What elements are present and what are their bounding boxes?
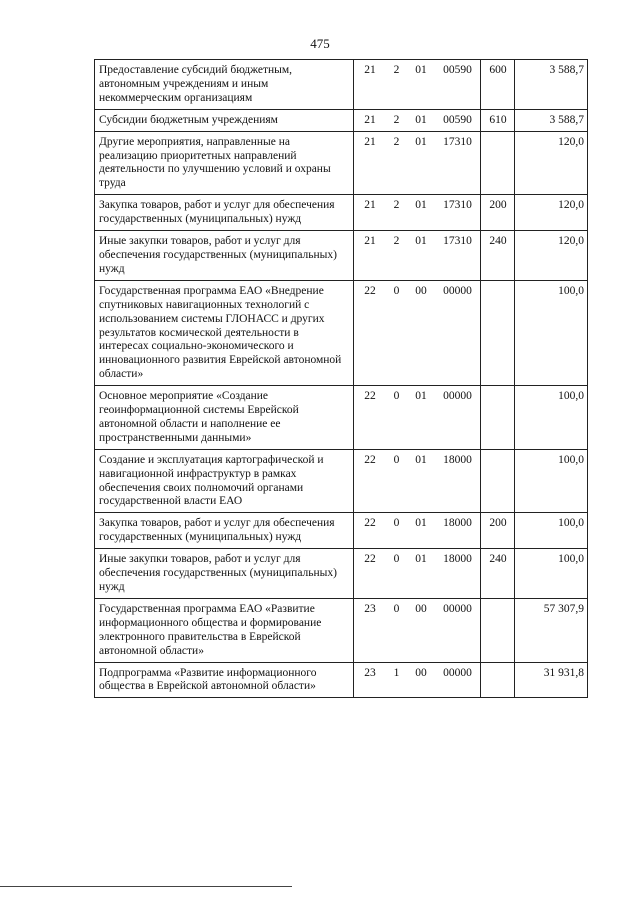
row-amount: 31 931,8	[515, 662, 588, 698]
row-amount: 100,0	[515, 549, 588, 599]
row-code-2: 1	[385, 662, 407, 698]
row-code-2: 0	[385, 598, 407, 662]
row-expense-type: 240	[481, 231, 515, 281]
row-code-3: 01	[407, 449, 434, 513]
row-code-3: 01	[407, 109, 434, 131]
row-code-4: 18000	[434, 549, 481, 599]
row-code-1: 21	[354, 131, 386, 195]
row-expense-type: 610	[481, 109, 515, 131]
row-expense-type	[481, 131, 515, 195]
row-name: Государственная программа ЕАО «Развитие информационного общества и формирование электронного правительства в Еврейской автономной области»	[95, 598, 354, 662]
row-name: Субсидии бюджетным учреждениям	[95, 109, 354, 131]
row-code-2: 0	[385, 386, 407, 450]
row-code-1: 21	[354, 231, 386, 281]
row-code-1: 22	[354, 549, 386, 599]
row-code-2: 2	[385, 131, 407, 195]
row-code-2: 0	[385, 280, 407, 385]
row-code-3: 01	[407, 386, 434, 450]
row-expense-type	[481, 280, 515, 385]
table-row	[95, 513, 588, 549]
table-row	[95, 662, 588, 698]
row-code-1: 22	[354, 513, 386, 549]
row-code-4: 00000	[434, 280, 481, 385]
footer-divider	[0, 886, 292, 887]
row-code-3: 01	[407, 60, 434, 110]
row-code-2: 2	[385, 60, 407, 110]
budget-table-body	[95, 60, 588, 698]
page-number: 475	[310, 36, 330, 51]
table-row	[95, 598, 588, 662]
table-row	[95, 449, 588, 513]
row-code-1: 21	[354, 60, 386, 110]
row-name: Иные закупки товаров, работ и услуг для обеспечения государственных (муниципальных) нужд	[95, 549, 354, 599]
row-code-3: 01	[407, 513, 434, 549]
row-amount: 120,0	[515, 195, 588, 231]
table-row	[95, 131, 588, 195]
row-code-1: 22	[354, 386, 386, 450]
row-code-2: 0	[385, 513, 407, 549]
row-code-4: 17310	[434, 131, 481, 195]
row-code-4: 18000	[434, 449, 481, 513]
row-code-1: 22	[354, 280, 386, 385]
row-code-2: 2	[385, 195, 407, 231]
row-code-3: 01	[407, 131, 434, 195]
table-row	[95, 60, 588, 110]
row-code-3: 01	[407, 231, 434, 281]
table-row	[95, 195, 588, 231]
row-name: Закупка товаров, работ и услуг для обеспечения государственных (муниципальных) нужд	[95, 195, 354, 231]
row-expense-type	[481, 598, 515, 662]
row-code-3: 01	[407, 549, 434, 599]
row-code-1: 22	[354, 449, 386, 513]
row-amount: 100,0	[515, 449, 588, 513]
row-expense-type	[481, 386, 515, 450]
row-code-2: 2	[385, 231, 407, 281]
row-code-4: 00000	[434, 386, 481, 450]
row-expense-type	[481, 449, 515, 513]
row-name: Другие мероприятия, направленные на реализацию приоритетных направлений деятельности по улучшению условий и охраны труда	[95, 131, 354, 195]
row-name: Основное мероприятие «Создание геоинформационной системы Еврейской автономной области и наполнение ее пространственными данными»	[95, 386, 354, 450]
row-code-3: 01	[407, 195, 434, 231]
table-row	[95, 386, 588, 450]
row-amount: 3 588,7	[515, 109, 588, 131]
row-name: Закупка товаров, работ и услуг для обеспечения государственных (муниципальных) нужд	[95, 513, 354, 549]
row-name: Подпрограмма «Развитие информационного общества в Еврейской автономной области»	[95, 662, 354, 698]
row-amount: 100,0	[515, 280, 588, 385]
row-expense-type: 240	[481, 549, 515, 599]
row-code-4: 00590	[434, 60, 481, 110]
row-code-3: 00	[407, 662, 434, 698]
row-amount: 57 307,9	[515, 598, 588, 662]
row-expense-type: 200	[481, 513, 515, 549]
row-expense-type: 200	[481, 195, 515, 231]
row-expense-type	[481, 662, 515, 698]
row-code-3: 00	[407, 598, 434, 662]
row-amount: 100,0	[515, 386, 588, 450]
row-code-4: 17310	[434, 195, 481, 231]
row-code-4: 00000	[434, 662, 481, 698]
row-code-4: 00000	[434, 598, 481, 662]
row-amount: 3 588,7	[515, 60, 588, 110]
row-expense-type: 600	[481, 60, 515, 110]
row-code-3: 00	[407, 280, 434, 385]
row-code-1: 23	[354, 662, 386, 698]
row-code-4: 18000	[434, 513, 481, 549]
row-amount: 100,0	[515, 513, 588, 549]
budget-table	[94, 59, 588, 698]
row-code-2: 0	[385, 449, 407, 513]
row-name: Иные закупки товаров, работ и услуг для обеспечения государственных (муниципальных) нужд	[95, 231, 354, 281]
row-code-1: 23	[354, 598, 386, 662]
row-code-1: 21	[354, 109, 386, 131]
table-row	[95, 109, 588, 131]
row-code-1: 21	[354, 195, 386, 231]
row-name: Создание и эксплуатация картографической и навигационной инфраструктур в рамках обеспечения своих полномочий органами государственной власти ЕАО	[95, 449, 354, 513]
table-row	[95, 280, 588, 385]
row-amount: 120,0	[515, 231, 588, 281]
row-code-4: 00590	[434, 109, 481, 131]
row-name: Предоставление субсидий бюджетным, автономным учреждениям и иным некоммерческим организациям	[95, 60, 354, 110]
table-row	[95, 549, 588, 599]
row-code-2: 0	[385, 549, 407, 599]
table-row	[95, 231, 588, 281]
row-code-2: 2	[385, 109, 407, 131]
row-name: Государственная программа ЕАО «Внедрение спутниковых навигационных технологий с использованием системы ГЛОНАСС и других результатов космической деятельности в интересах социально-экономического и инновационного развития Еврейской автономной области»	[95, 280, 354, 385]
row-amount: 120,0	[515, 131, 588, 195]
row-code-4: 17310	[434, 231, 481, 281]
